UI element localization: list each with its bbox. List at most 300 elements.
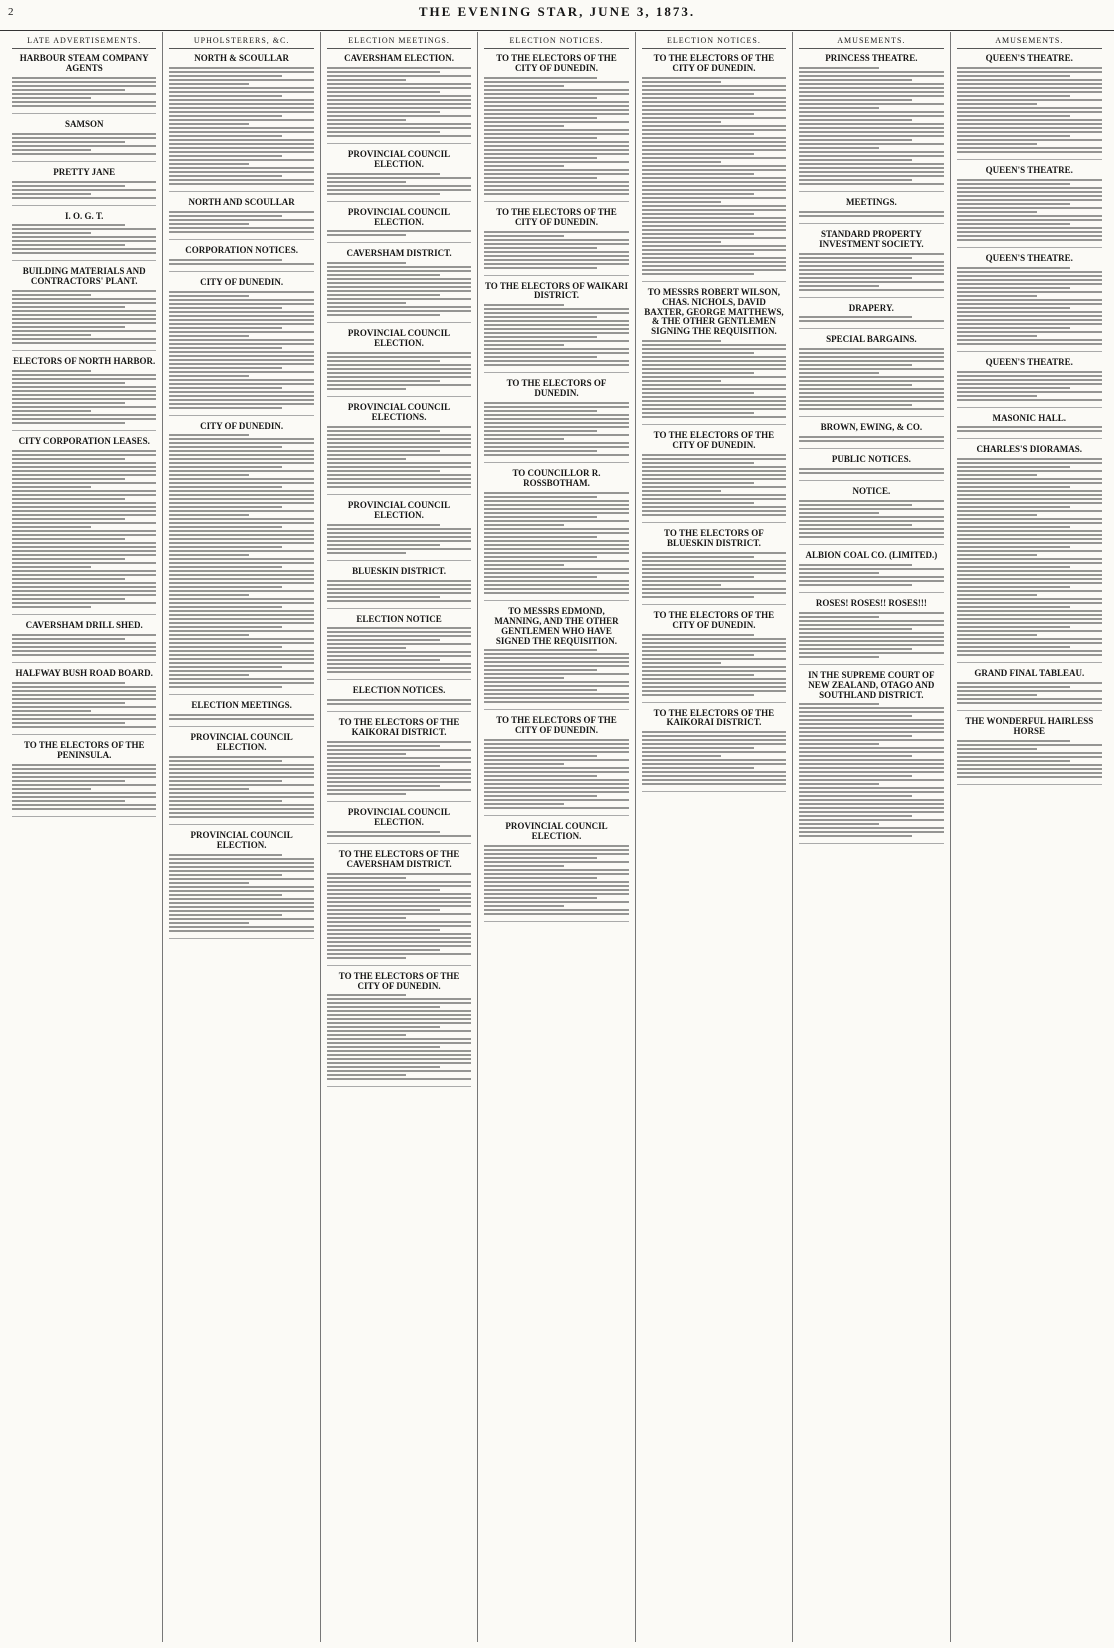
text-line-placeholder xyxy=(327,647,406,649)
text-line-placeholder xyxy=(642,364,786,366)
text-line-placeholder xyxy=(642,564,786,566)
text-line-placeholder xyxy=(169,602,313,604)
text-line-placeholder xyxy=(957,486,1070,488)
text-line-placeholder xyxy=(484,909,628,911)
column-7 xyxy=(951,32,1108,1642)
text-line-placeholder xyxy=(12,101,156,103)
text-line-placeholder xyxy=(327,998,471,1000)
text-line-placeholder xyxy=(799,516,943,518)
text-line-placeholder xyxy=(12,382,125,384)
text-line-placeholder xyxy=(957,776,1102,778)
text-line-placeholder xyxy=(957,183,1070,185)
text-line-placeholder xyxy=(799,580,943,582)
text-line-placeholder xyxy=(12,722,125,724)
advertisement-title: SPECIAL BARGAINS. xyxy=(826,334,917,345)
text-line-placeholder xyxy=(642,408,786,410)
text-line-placeholder xyxy=(642,261,786,263)
text-line-placeholder xyxy=(327,953,471,955)
text-line-placeholder xyxy=(957,267,1070,269)
text-line-placeholder xyxy=(957,231,1102,233)
column-1 xyxy=(6,32,163,1642)
text-line-placeholder xyxy=(169,522,313,524)
text-line-placeholder xyxy=(642,113,755,115)
text-line-placeholder xyxy=(957,75,1070,77)
text-line-placeholder xyxy=(169,890,313,892)
text-line-placeholder xyxy=(799,376,943,378)
text-line-placeholder xyxy=(327,643,471,645)
text-line-placeholder xyxy=(799,719,943,721)
text-line-placeholder xyxy=(642,229,786,231)
text-line-placeholder xyxy=(169,582,313,584)
text-line-placeholder xyxy=(169,359,313,361)
text-line-placeholder xyxy=(327,933,471,935)
text-line-placeholder xyxy=(169,622,313,624)
text-line-placeholder xyxy=(12,784,156,786)
text-line-placeholder xyxy=(327,286,471,288)
text-line-placeholder xyxy=(169,442,313,444)
text-line-placeholder xyxy=(484,657,628,659)
advertisement xyxy=(169,246,313,272)
text-line-placeholder xyxy=(484,239,628,241)
advertisement xyxy=(957,254,1102,352)
text-line-placeholder xyxy=(957,638,1102,640)
text-line-placeholder xyxy=(484,247,597,249)
text-line-placeholder xyxy=(12,394,156,396)
text-line-placeholder xyxy=(169,139,313,141)
text-line-placeholder xyxy=(799,348,943,350)
text-line-placeholder xyxy=(12,306,125,308)
text-line-placeholder xyxy=(327,482,471,484)
advertisement xyxy=(799,335,943,417)
advertisement-title: PROVINCIAL COUNCIL ELECTION. xyxy=(190,830,293,851)
text-line-placeholder xyxy=(169,87,313,89)
text-line-placeholder xyxy=(484,304,563,306)
text-line-placeholder xyxy=(957,586,1070,588)
advertisement-title: NORTH AND SCOULLAR xyxy=(188,196,295,207)
advertisement xyxy=(957,54,1102,160)
text-line-placeholder xyxy=(327,1078,471,1080)
text-line-placeholder xyxy=(327,600,471,602)
advertisement xyxy=(12,120,156,162)
text-line-placeholder xyxy=(327,266,471,268)
page-number: 2 xyxy=(8,6,14,18)
text-line-placeholder xyxy=(799,79,912,81)
text-line-placeholder xyxy=(957,219,1102,221)
text-line-placeholder xyxy=(484,161,628,163)
text-line-placeholder xyxy=(169,135,282,137)
text-line-placeholder xyxy=(957,650,1102,652)
text-line-placeholder xyxy=(642,494,786,496)
text-line-placeholder xyxy=(957,207,1102,209)
text-line-placeholder xyxy=(484,861,628,863)
advertisement xyxy=(484,716,628,816)
text-line-placeholder xyxy=(799,715,912,717)
text-line-placeholder xyxy=(327,1050,471,1052)
text-line-placeholder xyxy=(642,775,786,777)
text-line-placeholder xyxy=(169,784,313,786)
text-line-placeholder xyxy=(169,171,313,173)
text-line-placeholder xyxy=(957,375,1102,377)
text-line-placeholder xyxy=(169,910,313,912)
text-line-placeholder xyxy=(484,592,628,594)
text-line-placeholder xyxy=(12,694,156,696)
text-line-placeholder xyxy=(642,249,786,251)
column-heading: UPHOLSTERERS, &C. xyxy=(169,36,313,49)
text-line-placeholder xyxy=(642,580,786,582)
text-line-placeholder xyxy=(799,751,943,753)
text-line-placeholder xyxy=(327,185,471,187)
column-4 xyxy=(478,32,635,1642)
text-line-placeholder xyxy=(327,274,440,276)
text-line-placeholder xyxy=(642,666,786,668)
advertisement xyxy=(12,168,156,206)
text-line-placeholder xyxy=(799,269,943,271)
text-line-placeholder xyxy=(327,360,440,362)
text-line-placeholder xyxy=(12,390,156,392)
advertisement-title: NORTH & SCOULLAR xyxy=(194,53,289,63)
text-line-placeholder xyxy=(327,777,471,779)
text-line-placeholder xyxy=(327,671,471,673)
text-line-placeholder xyxy=(799,528,943,530)
text-line-placeholder xyxy=(799,123,943,125)
text-line-placeholder xyxy=(642,588,786,590)
text-line-placeholder xyxy=(169,638,313,640)
text-line-placeholder xyxy=(957,642,1102,644)
text-line-placeholder xyxy=(12,706,156,708)
text-line-placeholder xyxy=(957,554,1037,556)
text-line-placeholder xyxy=(799,261,943,263)
text-line-placeholder xyxy=(12,594,156,596)
text-line-placeholder xyxy=(484,885,628,887)
column-heading: ELECTION NOTICES. xyxy=(642,36,786,49)
text-line-placeholder xyxy=(12,582,156,584)
text-line-placeholder xyxy=(799,179,912,181)
text-line-placeholder xyxy=(169,223,248,225)
advertisement-title: BLUESKIN DISTRICT. xyxy=(352,565,446,576)
text-line-placeholder xyxy=(484,340,628,342)
text-line-placeholder xyxy=(642,658,786,660)
text-line-placeholder xyxy=(169,407,282,409)
text-line-placeholder xyxy=(484,913,628,915)
text-line-placeholder xyxy=(169,263,313,265)
text-line-placeholder xyxy=(484,803,563,805)
text-line-placeholder xyxy=(799,775,912,777)
text-line-placeholder xyxy=(642,380,721,382)
text-line-placeholder xyxy=(327,103,471,105)
text-line-placeholder xyxy=(642,81,721,83)
text-line-placeholder xyxy=(327,994,406,996)
text-line-placeholder xyxy=(957,594,1037,596)
text-line-placeholder xyxy=(327,532,471,534)
text-line-placeholder xyxy=(327,699,471,701)
text-line-placeholder xyxy=(169,926,313,928)
text-line-placeholder xyxy=(169,526,282,528)
text-line-placeholder xyxy=(799,512,878,514)
text-line-placeholder xyxy=(169,450,313,452)
text-line-placeholder xyxy=(12,137,156,139)
text-line-placeholder xyxy=(484,406,628,408)
column-heading: AMUSEMENTS. xyxy=(957,36,1102,49)
text-line-placeholder xyxy=(799,612,943,614)
text-line-placeholder xyxy=(169,211,313,213)
advertisement-title: IN THE SUPREME COURT OF NEW ZEALAND, OTAGO AND SOUTHLAND DISTRICT. xyxy=(808,669,935,700)
text-line-placeholder xyxy=(327,635,471,637)
text-line-placeholder xyxy=(484,259,628,261)
text-line-placeholder xyxy=(957,582,1102,584)
text-line-placeholder xyxy=(642,552,786,554)
text-line-placeholder xyxy=(327,99,471,101)
text-line-placeholder xyxy=(957,215,1102,217)
text-line-placeholder xyxy=(484,173,628,175)
text-line-placeholder xyxy=(484,893,628,895)
text-line-placeholder xyxy=(169,470,313,472)
column-heading: AMUSEMENTS. xyxy=(799,36,943,49)
text-line-placeholder xyxy=(327,438,471,440)
text-line-placeholder xyxy=(169,570,313,572)
text-line-placeholder xyxy=(169,91,313,93)
text-line-placeholder xyxy=(484,747,628,749)
text-line-placeholder xyxy=(169,650,313,652)
advertisement-title: ELECTORS OF NORTH HARBOR. xyxy=(13,356,156,367)
text-line-placeholder xyxy=(957,646,1070,648)
text-line-placeholder xyxy=(12,602,156,604)
text-line-placeholder xyxy=(799,759,943,761)
text-line-placeholder xyxy=(327,1054,471,1056)
text-line-placeholder xyxy=(799,755,912,757)
text-line-placeholder xyxy=(484,576,597,578)
text-line-placeholder xyxy=(12,764,156,766)
text-line-placeholder xyxy=(169,606,282,608)
advertisement-title: TO THE ELECTORS OF THE CITY OF DUNEDIN. xyxy=(338,970,460,991)
advertisement xyxy=(327,208,471,244)
text-line-placeholder xyxy=(642,404,786,406)
text-line-placeholder xyxy=(12,189,156,191)
text-line-placeholder xyxy=(484,101,628,103)
text-line-placeholder xyxy=(642,646,786,648)
text-line-placeholder xyxy=(642,89,786,91)
text-line-placeholder xyxy=(327,639,440,641)
text-line-placeholder xyxy=(169,131,313,133)
text-line-placeholder xyxy=(642,510,786,512)
text-line-placeholder xyxy=(957,694,1037,696)
text-line-placeholder xyxy=(169,510,313,512)
text-line-placeholder xyxy=(484,528,628,530)
text-line-placeholder xyxy=(169,183,313,185)
advertisement xyxy=(12,54,156,114)
text-line-placeholder xyxy=(799,400,943,402)
advertisement-title: GRAND FINAL TABLEAU. xyxy=(974,668,1085,679)
text-line-placeholder xyxy=(484,873,628,875)
text-line-placeholder xyxy=(799,707,943,709)
text-line-placeholder xyxy=(169,780,282,782)
text-line-placeholder xyxy=(484,332,628,334)
text-line-placeholder xyxy=(642,368,786,370)
text-line-placeholder xyxy=(169,147,313,149)
text-line-placeholder xyxy=(642,237,786,239)
text-line-placeholder xyxy=(484,584,628,586)
text-line-placeholder xyxy=(12,228,156,230)
text-line-placeholder xyxy=(169,562,313,564)
text-line-placeholder xyxy=(169,478,313,480)
text-line-placeholder xyxy=(327,584,471,586)
text-line-placeholder xyxy=(484,901,628,903)
text-line-placeholder xyxy=(484,580,628,582)
text-line-placeholder xyxy=(12,193,91,195)
advertisement-title: MASONIC HALL. xyxy=(992,412,1067,423)
text-line-placeholder xyxy=(484,434,628,436)
text-line-placeholder xyxy=(484,779,628,781)
text-line-placeholder xyxy=(12,232,91,234)
text-line-placeholder xyxy=(484,897,597,899)
text-line-placeholder xyxy=(327,87,471,89)
text-line-placeholder xyxy=(957,574,1102,576)
text-line-placeholder xyxy=(642,690,786,692)
text-line-placeholder xyxy=(957,327,1070,329)
text-line-placeholder xyxy=(327,588,471,590)
text-line-placeholder xyxy=(484,438,563,440)
text-line-placeholder xyxy=(957,335,1037,337)
text-line-placeholder xyxy=(12,542,156,544)
text-line-placeholder xyxy=(12,458,125,460)
text-line-placeholder xyxy=(327,1042,471,1044)
text-line-placeholder xyxy=(484,544,628,546)
text-line-placeholder xyxy=(957,115,1070,117)
text-line-placeholder xyxy=(957,379,1102,381)
text-line-placeholder xyxy=(642,217,786,219)
text-line-placeholder xyxy=(642,783,786,785)
text-line-placeholder xyxy=(799,783,878,785)
text-line-placeholder xyxy=(642,149,786,151)
text-line-placeholder xyxy=(957,187,1102,189)
text-line-placeholder xyxy=(327,957,406,959)
advertisement-title: BUILDING MATERIALS AND CONTRACTORS' PLANT. xyxy=(22,266,146,287)
text-line-placeholder xyxy=(169,438,313,440)
text-line-placeholder xyxy=(484,255,628,257)
text-line-placeholder xyxy=(169,498,313,500)
advertisement-title: TO THE ELECTORS OF DUNEDIN. xyxy=(506,378,607,399)
advertisement xyxy=(799,230,943,298)
text-line-placeholder xyxy=(642,213,755,215)
text-line-placeholder xyxy=(957,618,1102,620)
text-line-placeholder xyxy=(12,570,156,572)
advertisement-title: ALBION COAL CO. (LIMITED.) xyxy=(805,550,938,561)
text-line-placeholder xyxy=(957,502,1102,504)
text-line-placeholder xyxy=(484,85,563,87)
text-line-placeholder xyxy=(957,383,1102,385)
text-line-placeholder xyxy=(957,339,1102,341)
text-line-placeholder xyxy=(327,552,406,554)
text-line-placeholder xyxy=(484,77,597,79)
text-line-placeholder xyxy=(957,550,1102,552)
advertisement xyxy=(799,551,943,593)
text-line-placeholder xyxy=(169,866,313,868)
column-heading: ELECTION NOTICES. xyxy=(484,36,628,49)
text-line-placeholder xyxy=(642,654,755,656)
text-line-placeholder xyxy=(957,686,1070,688)
text-line-placeholder xyxy=(169,614,313,616)
text-line-placeholder xyxy=(799,119,912,121)
text-line-placeholder xyxy=(327,1066,440,1068)
text-line-placeholder xyxy=(799,771,943,773)
text-line-placeholder xyxy=(327,544,440,546)
advertisement-title: PUBLIC NOTICES. xyxy=(831,454,911,465)
text-line-placeholder xyxy=(327,380,440,382)
text-line-placeholder xyxy=(642,506,786,508)
advertisement xyxy=(799,487,943,545)
text-line-placeholder xyxy=(169,534,313,536)
text-line-placeholder xyxy=(327,294,440,296)
text-line-placeholder xyxy=(799,388,943,390)
text-line-placeholder xyxy=(484,787,628,789)
text-line-placeholder xyxy=(169,462,313,464)
text-line-placeholder xyxy=(642,560,786,562)
text-line-placeholder xyxy=(957,752,1102,754)
text-line-placeholder xyxy=(484,251,628,253)
text-line-placeholder xyxy=(169,395,313,397)
text-line-placeholder xyxy=(799,408,943,410)
text-line-placeholder xyxy=(642,356,786,358)
text-line-placeholder xyxy=(12,105,156,107)
text-line-placeholder xyxy=(799,436,943,438)
text-line-placeholder xyxy=(957,179,1102,181)
text-line-placeholder xyxy=(327,119,406,121)
text-line-placeholder xyxy=(799,215,943,217)
text-line-placeholder xyxy=(799,392,943,394)
text-line-placeholder xyxy=(327,79,406,81)
text-line-placeholder xyxy=(642,584,721,586)
advertisement-title: BROWN, EWING, & CO. xyxy=(820,422,923,433)
text-line-placeholder xyxy=(642,686,786,688)
text-line-placeholder xyxy=(642,133,755,135)
advertisement-title: TO MESSRS ROBERT WILSON, CHAS. NICHOLS, DAVID BAXTER, GEORGE MATTHEWS, & THE OTHER GENTLEMEN SIGNING THE REQUISITION. xyxy=(644,286,784,337)
text-line-placeholder xyxy=(799,803,943,805)
text-line-placeholder xyxy=(327,1010,471,1012)
text-line-placeholder xyxy=(799,99,912,101)
text-line-placeholder xyxy=(327,773,471,775)
text-line-placeholder xyxy=(169,379,313,381)
text-line-placeholder xyxy=(957,494,1102,496)
text-line-placeholder xyxy=(12,149,91,151)
text-line-placeholder xyxy=(957,147,1102,149)
text-line-placeholder xyxy=(484,316,597,318)
text-line-placeholder xyxy=(327,446,471,448)
advertisement xyxy=(12,357,156,431)
text-line-placeholder xyxy=(169,291,313,293)
advertisement xyxy=(327,150,471,202)
masthead xyxy=(0,0,1114,31)
text-line-placeholder xyxy=(484,669,597,671)
text-line-placeholder xyxy=(642,384,786,386)
text-line-placeholder xyxy=(169,574,313,576)
text-line-placeholder xyxy=(642,470,786,472)
advertisement xyxy=(642,529,786,605)
text-line-placeholder xyxy=(12,418,156,420)
text-line-placeholder xyxy=(799,735,912,737)
advertisement xyxy=(327,972,471,1088)
text-line-placeholder xyxy=(327,749,471,751)
text-line-placeholder xyxy=(327,352,471,354)
text-line-placeholder xyxy=(12,638,125,640)
text-line-placeholder xyxy=(642,265,786,267)
text-line-placeholder xyxy=(957,119,1102,121)
text-line-placeholder xyxy=(327,486,471,488)
text-line-placeholder xyxy=(799,811,943,813)
text-line-placeholder xyxy=(642,165,786,167)
text-line-placeholder xyxy=(484,524,563,526)
text-line-placeholder xyxy=(642,105,786,107)
text-line-placeholder xyxy=(642,482,755,484)
text-line-placeholder xyxy=(169,906,313,908)
